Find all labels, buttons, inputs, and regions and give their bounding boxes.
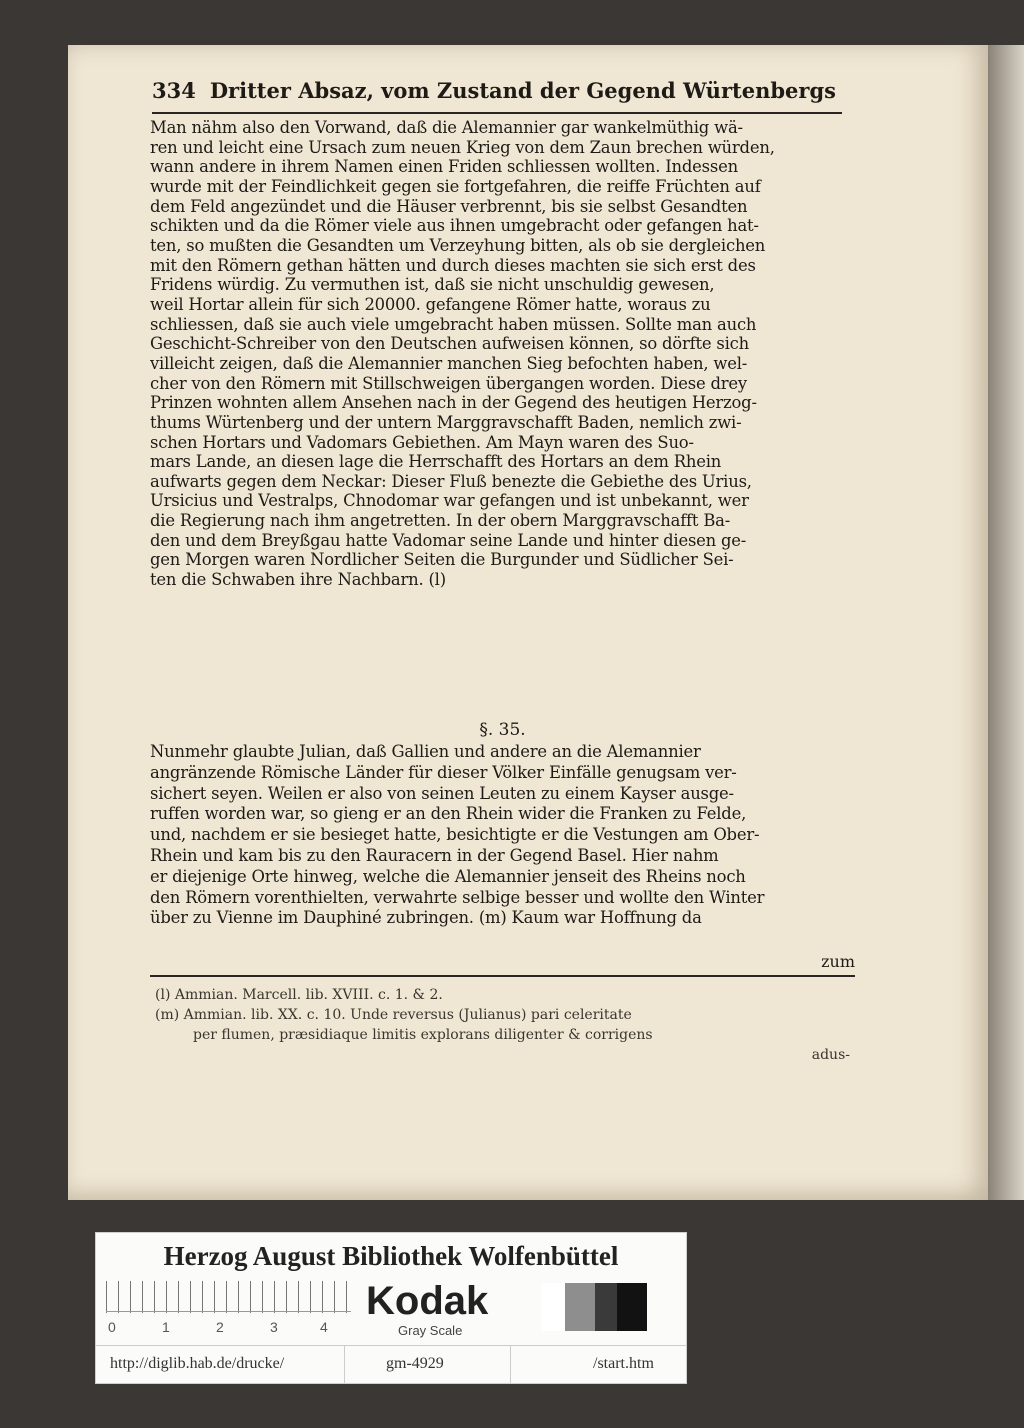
text-line: die Regierung nach ihm angetretten. In der obern Marggravschafft Ba- <box>150 511 731 531</box>
library-title: Herzog August Bibliothek Wolfenbüttel <box>163 1241 619 1271</box>
text-line: mit den Römern gethan hätten und durch dieses machten sie sich erst des <box>150 255 756 275</box>
footnote-m: (m) Ammian. lib. XX. c. 10. Unde reversus (Julianus) pari celeritate <box>155 1007 632 1023</box>
card-separator <box>510 1345 511 1383</box>
body-paragraph-2 <box>150 742 855 929</box>
footnote-m-continued: per flumen, præsidiaque limitis explorans diligenter & corrigens <box>193 1027 653 1043</box>
text-line: ten, so mußten die Gesandten um Verzeyhung bitten, als ob sie dergleichen <box>150 235 766 255</box>
text-line: schikten und da die Römer viele aus ihnen umgebracht oder gefangen hat- <box>150 216 759 236</box>
card-separator <box>344 1345 345 1383</box>
text-line: Nunmehr glaubte Julian, daß Gallien und andere an die Alemannier <box>150 742 701 761</box>
text-line: den und dem Breyßgau hatte Vadomar seine Lande und hinter diesen ge- <box>150 530 747 550</box>
kodak-logo: Kodak <box>366 1279 489 1323</box>
footnotes <box>155 985 855 1065</box>
text-line: sichert seyen. Weilen er also von seinen Leuten zu einem Kayser ausge- <box>150 783 734 803</box>
text-line: Prinzen wohnten allem Ansehen nach in der Gegend des heutigen Herzog- <box>150 393 757 413</box>
text-line: er diejenige Orte hinweg, welche die Alemannier jenseit des Rheins noch <box>150 866 746 886</box>
text-line: Ursicius und Vestralps, Chnodomar war gefangen und ist unbekannt, wer <box>150 491 749 511</box>
scale-number: 0 <box>108 1319 116 1335</box>
text-line: schen Hortars und Vadomars Gebiethen. Am Mayn waren des Suo- <box>150 432 694 452</box>
text-line: und, nachdem er sie besieget hatte, besichtigte er die Vestungen am Ober- <box>150 825 760 845</box>
text-line: weil Hortar allein für sich 20000. gefangene Römer hatte, woraus zu <box>150 294 711 314</box>
text-line: ruffen worden war, so gieng er an den Rhein wider die Franken zu Felde, <box>150 804 747 824</box>
text-line: aufwarts gegen dem Neckar: Dieser Fluß benezte die Gebiethe des Urius, <box>150 471 752 491</box>
text-line: ren und leicht eine Ursach zum neuen Krieg von dem Zaun brechen würden, <box>150 137 775 157</box>
section-heading: §. 35. <box>479 720 526 740</box>
gray-swatch <box>565 1283 595 1331</box>
gray-swatch <box>617 1283 647 1331</box>
text-line: thums Würtenberg und der untern Marggravschafft Baden, nemlich zwi- <box>150 412 742 432</box>
ruler-scale <box>106 1281 351 1313</box>
scale-number: 1 <box>162 1319 170 1335</box>
book-spine <box>988 45 1024 1200</box>
gray-scale-label: Gray Scale <box>398 1323 463 1338</box>
text-line: ten die Schwaben ihre Nachbarn. (l) <box>150 570 446 590</box>
header-rule <box>152 112 842 114</box>
scale-number: 2 <box>216 1319 224 1335</box>
scale-number: 4 <box>320 1319 328 1335</box>
text-line: villeicht zeigen, daß die Alemannier manchen Sieg befochten haben, wel- <box>150 353 748 373</box>
text-line: Rhein und kam bis zu den Rauracern in der Gegend Basel. Hier nahm <box>150 845 719 865</box>
footnote-m-catchword: adus- <box>811 1047 850 1063</box>
text-line: Geschicht-Schreiber von den Deutschen aufweisen können, so dörfte sich <box>150 334 749 354</box>
text-line: mars Lande, an diesen lage die Herrschafft des Hortars an dem Rhein <box>150 452 722 472</box>
footnote-l: (l) Ammian. Marcell. lib. XVIII. c. 1. & 2. <box>155 987 443 1003</box>
scale-number: 3 <box>270 1319 278 1335</box>
text-line: über zu Vienne im Dauphiné zubringen. (m) Kaum war Hoffnung da <box>150 908 702 928</box>
gray-swatch <box>541 1283 565 1331</box>
text-line: cher von den Römern mit Stillschweigen übergangen worden. Diese drey <box>150 373 747 393</box>
text-line: Fridens würdig. Zu vermuthen ist, daß sie nicht unschuldig gewesen, <box>150 275 715 295</box>
document-id: gm-4929 <box>386 1355 444 1372</box>
page-number: 334 <box>152 78 196 103</box>
footnote-rule <box>150 975 855 977</box>
source-url: http://diglib.hab.de/drucke/ <box>110 1355 285 1372</box>
text-line: schliessen, daß sie auch viele umgebracht haben müssen. Sollte man auch <box>150 314 757 334</box>
ruler-baseline <box>106 1311 351 1312</box>
running-title: Dritter Absaz, vom Zustand der Gegend Würtenbergs <box>209 78 836 103</box>
text-line: wurde mit der Feindlichkeit gegen sie fortgefahren, die reiffe Früchten auf <box>150 176 761 196</box>
text-line: den Römern vorenthielten, verwahrte selbige besser und wollte den Winter <box>150 887 765 907</box>
page-header <box>152 78 852 114</box>
text-line: dem Feld angezündet und die Häuser verbrennt, bis sie selbst Gesandten <box>150 196 748 216</box>
text-line: gen Morgen waren Nordlicher Seiten die Burgunder und Südlicher Sei- <box>150 550 734 570</box>
start-path: /start.htm <box>593 1355 654 1372</box>
body-paragraph-1 <box>150 118 855 590</box>
card-divider <box>96 1345 686 1346</box>
gray-swatch <box>595 1283 617 1331</box>
text-line: wann andere in ihrem Namen einen Friden schliessen wollten. Indessen <box>150 157 738 177</box>
text-line: angränzende Römische Länder für dieser Völker Einfälle genugsam ver- <box>150 762 737 782</box>
text-line: Man nähm also den Vorwand, daß die Alemannier gar wankelmüthig wä- <box>150 118 743 137</box>
kodak-target-card <box>95 1232 687 1384</box>
catchword: zum <box>821 952 855 971</box>
